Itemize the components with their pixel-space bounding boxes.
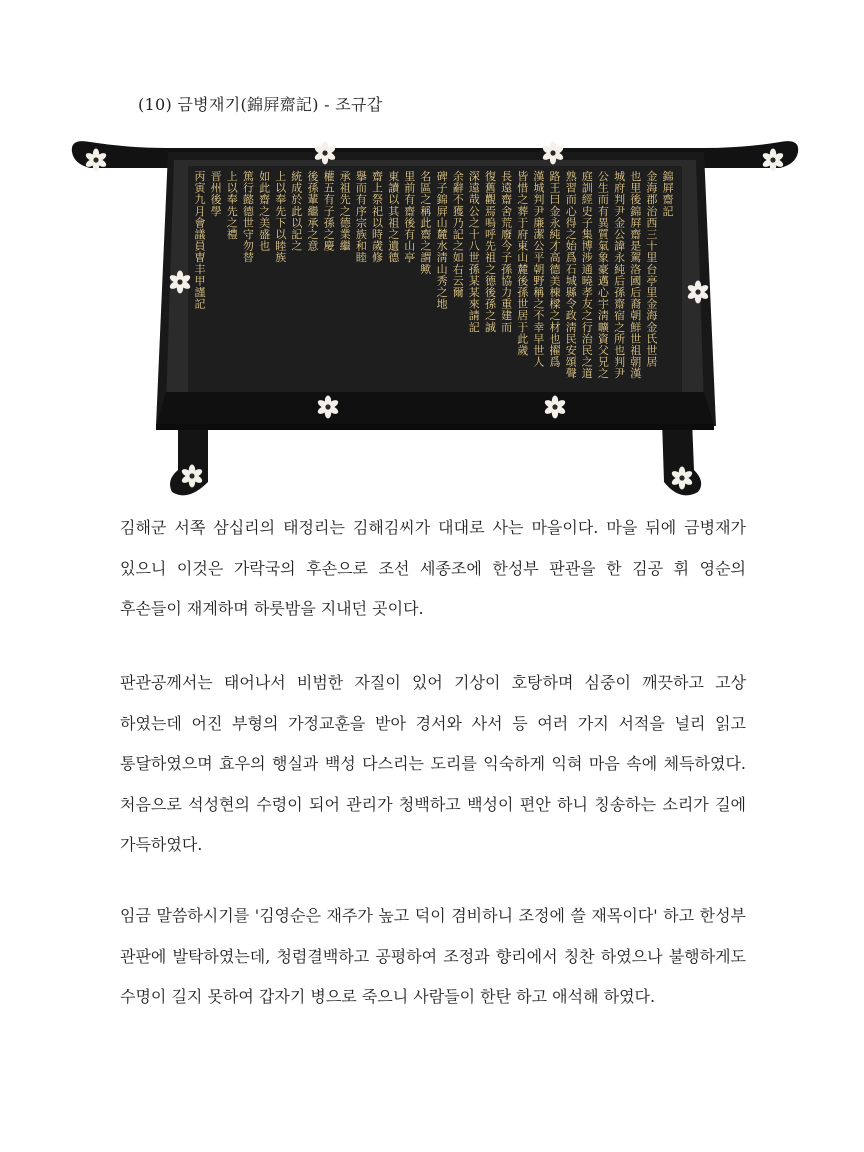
inscription-column: 丙寅九月會議員曺丰甲謹記 (194, 170, 206, 311)
paragraph: 판관공께서는 태어나서 비범한 자질이 있어 기상이 호탕하며 심중이 깨끗하고 고상 하였는데 어진 부형의 가정교훈을 받아 경서와 사서 등 여러 가지 서적을 널리 읽고 통달하였으며 효우의 행실과 백성 다스리는 도리를 익숙하게 익혀 마음 속에 체득하였다. 처음으로 석성현의 수령이 되어 관리가 청백하고 백성이 편안 하니 칭송하는 소리가 길에 가득하였다. (120, 673, 746, 854)
inscription-column: 碑子錦屛山麓水淸山秀之地 (436, 170, 448, 311)
section-heading: (10) 금병재기(錦屛齋記) - 조규갑 (138, 95, 383, 114)
plaque-photo (68, 130, 802, 502)
inscription-column: 上以奉先之禮 (226, 170, 238, 241)
inscription-column: 里前有齋後有山亭 (404, 170, 416, 265)
inscription-column: 長遠齋舍荒廢今子孫協力重建而 (501, 170, 513, 334)
inscription-column: 城府判尹金公諱永純后孫齋宿之所也判尹 (614, 170, 626, 381)
inscription-column: 承祖先之德業繼 (339, 170, 351, 253)
inscription-column: 皆惜之葬于府東山麓後孫世居于此歲 (517, 170, 529, 357)
inscription-column: 篤行懿德世守勿替 (242, 170, 254, 265)
inscription-column: 權五有子孫之慶 (323, 170, 335, 253)
paragraph: 김해군 서쪽 삼십리의 태정리는 김해김씨가 대대로 사는 마을이다. 마을 뒤에 금병재가 있으니 이것은 가락국의 후손으로 조선 세종조에 한성부 판관을 한 김공 휘 영순의 후손들이 재계하며 하룻밤을 지내던 곳이다. (120, 518, 746, 618)
inscription-column: 如此齋之美盛也 (259, 170, 271, 253)
inscription-column: 余辭不獲乃記之如右云爾 (452, 170, 464, 299)
inscription-column: 名區之稱此齋之謂歟 (420, 170, 432, 276)
inscription-column: 庭訓經史子集博涉通曉孝友之行治民之道 (581, 170, 593, 381)
inscription-column: 漢城判尹廉潔公平朝野稱之不幸早世人 (533, 170, 545, 369)
inscription-column: 後孫輩繼承之意 (307, 170, 319, 253)
inscription-column: 路王曰金永純才高德美棟樑之材也擢爲 (549, 170, 561, 369)
inscription-column: 金海郡治西三十里台亭里金海金氏世居 (646, 170, 658, 369)
inscription-column: 上以奉先下以睦族 (275, 170, 287, 265)
inscription-column: 擧而有序宗族和睦 (355, 170, 367, 265)
inscription-column: 復舊觀焉嗚呼先祖之德後孫之誠 (485, 170, 496, 334)
inscription-column: 晋州後學 (210, 170, 222, 218)
inscription-column: 統成於此以記之 (291, 170, 303, 253)
inscription-column: 錦屛齋記 (662, 170, 674, 218)
inscription-column: 公生而有異質氣象豪邁心宇淸曠資父兄之 (597, 170, 609, 381)
inscription-column: 深遠哉公之十八世孫某某來請記 (468, 170, 480, 334)
inscription-column: 東讀以其祖之遺德 (388, 170, 400, 265)
inscription-column: 也里後錦屛齋是駕洛國后裔朝鮮世祖朝漢 (630, 170, 642, 381)
paragraph: 임금 말씀하시기를 '김영순은 재주가 높고 덕이 겸비하니 조정에 쓸 재목이다' 하고 한성부 관판에 발탁하였는데, 청렴결백하고 공평하여 조정과 향리에서 칭찬 하였으나 불행하게도 수명이 길지 못하여 갑자기 병으로 죽으니 사람들이 한탄 하고 애석해 하였다. (120, 906, 746, 1006)
inscription-column: 熟習而心得之始爲石城縣令政淸民安頌聲 (565, 170, 577, 381)
inscription-column: 齋上祭祀以時歲修 (372, 170, 383, 265)
